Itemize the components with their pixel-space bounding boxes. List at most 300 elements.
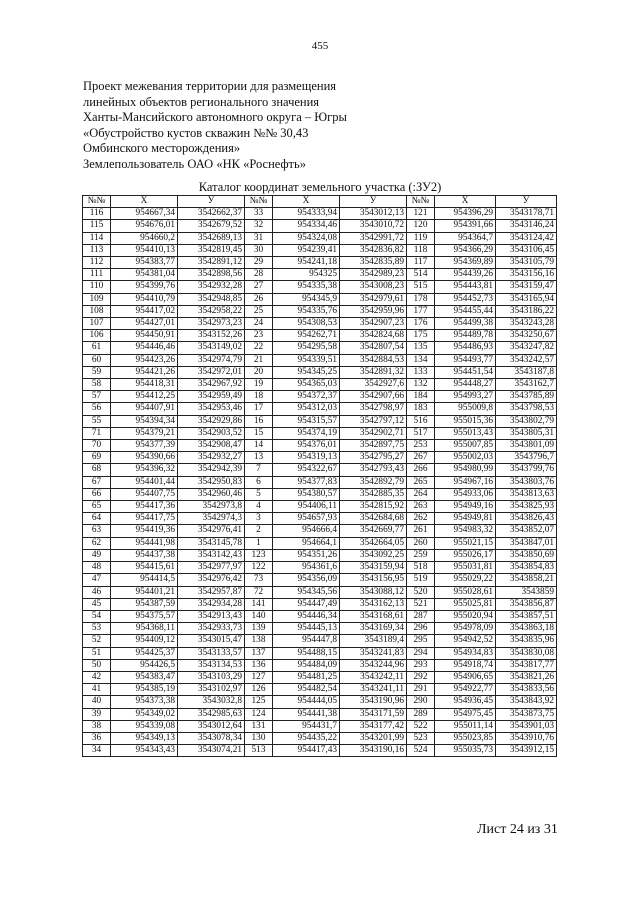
y-coordinate-cell: 3542798,97 (340, 403, 407, 415)
x-coordinate-cell: 954451,54 (435, 366, 496, 378)
y-coordinate-cell: 3543152,26 (178, 330, 245, 342)
column-header-number: №№ (245, 196, 273, 208)
point-number-cell: 263 (407, 501, 435, 513)
x-coordinate-cell: 954409,12 (111, 635, 178, 647)
point-number-cell: 120 (407, 220, 435, 232)
table-title: Каталог координат земельного участка (:ЗУ2) (198, 180, 442, 194)
x-coordinate-cell: 954423,26 (111, 354, 178, 366)
point-number-cell: 32 (245, 220, 273, 232)
y-coordinate-cell: 3542958,22 (178, 305, 245, 317)
y-coordinate-cell: 3543102,97 (178, 684, 245, 696)
y-coordinate-cell: 3543856,87 (496, 598, 557, 610)
point-number-cell: 72 (245, 586, 273, 598)
x-coordinate-cell: 954949,81 (435, 513, 496, 525)
y-coordinate-cell: 3543169,34 (340, 623, 407, 635)
x-coordinate-cell: 954339,08 (111, 720, 178, 732)
x-coordinate-cell: 954455,44 (435, 305, 496, 317)
x-coordinate-cell: 954417,36 (111, 501, 178, 513)
x-coordinate-cell: 954335,38 (273, 281, 340, 293)
point-number-cell: 124 (245, 708, 273, 720)
column-header-x: X (273, 196, 340, 208)
y-coordinate-cell: 3542907,66 (340, 391, 407, 403)
x-coordinate-cell: 954933,06 (435, 488, 496, 500)
y-coordinate-cell: 3542898,56 (178, 269, 245, 281)
y-coordinate-cell: 3542959,49 (178, 391, 245, 403)
point-number-cell: 25 (245, 305, 273, 317)
y-coordinate-cell: 3543133,57 (178, 647, 245, 659)
document-heading (83, 79, 347, 172)
y-coordinate-cell: 3542932,28 (178, 281, 245, 293)
point-number-cell: 48 (83, 562, 111, 574)
table-row (83, 208, 557, 220)
point-number-cell: 31 (245, 232, 273, 244)
point-number-cell: 135 (407, 342, 435, 354)
y-coordinate-cell: 3543826,43 (496, 513, 557, 525)
y-coordinate-cell: 3543798,53 (496, 403, 557, 415)
x-coordinate-cell: 954399,76 (111, 281, 178, 293)
y-coordinate-cell: 3542908,47 (178, 440, 245, 452)
x-coordinate-cell: 955028,61 (435, 586, 496, 598)
point-number-cell: 294 (407, 647, 435, 659)
point-number-cell: 51 (83, 647, 111, 659)
y-coordinate-cell: 3543168,61 (340, 610, 407, 622)
point-number-cell: 178 (407, 293, 435, 305)
y-coordinate-cell: 3542885,35 (340, 488, 407, 500)
y-coordinate-cell: 3543162,13 (340, 598, 407, 610)
point-number-cell: 176 (407, 318, 435, 330)
y-coordinate-cell: 3542974,3 (178, 513, 245, 525)
x-coordinate-cell: 954445,13 (273, 623, 340, 635)
x-coordinate-cell: 954425,37 (111, 647, 178, 659)
table-row (83, 305, 557, 317)
y-coordinate-cell: 3542973,23 (178, 318, 245, 330)
point-number-cell: 524 (407, 745, 435, 757)
table-row (83, 720, 557, 732)
x-coordinate-cell: 955002,03 (435, 452, 496, 464)
point-number-cell: 123 (245, 549, 273, 561)
y-coordinate-cell: 3543078,34 (178, 732, 245, 744)
y-coordinate-cell: 3543092,25 (340, 549, 407, 561)
point-number-cell: 5 (245, 488, 273, 500)
x-coordinate-cell: 954372,37 (273, 391, 340, 403)
point-number-cell: 264 (407, 488, 435, 500)
point-number-cell: 126 (245, 684, 273, 696)
table-row (83, 281, 557, 293)
x-coordinate-cell: 954322,67 (273, 464, 340, 476)
point-number-cell: 13 (245, 452, 273, 464)
x-coordinate-cell: 954417,02 (111, 305, 178, 317)
point-number-cell: 18 (245, 391, 273, 403)
table-row (83, 635, 557, 647)
x-coordinate-cell: 954369,89 (435, 257, 496, 269)
table-row (83, 220, 557, 232)
x-coordinate-cell: 954312,03 (273, 403, 340, 415)
y-coordinate-cell: 3543799,76 (496, 464, 557, 476)
y-coordinate-cell: 3543863,18 (496, 623, 557, 635)
x-coordinate-cell: 955023,85 (435, 732, 496, 744)
y-coordinate-cell: 3542815,92 (340, 501, 407, 513)
y-coordinate-cell: 3542795,27 (340, 452, 407, 464)
point-number-cell: 295 (407, 635, 435, 647)
table-row (83, 537, 557, 549)
x-coordinate-cell: 954315,57 (273, 415, 340, 427)
point-number-cell: 110 (83, 281, 111, 293)
point-number-cell: 138 (245, 635, 273, 647)
x-coordinate-cell: 954376,01 (273, 440, 340, 452)
point-number-cell: 14 (245, 440, 273, 452)
x-coordinate-cell: 954356,09 (273, 574, 340, 586)
y-coordinate-cell: 3543156,95 (340, 574, 407, 586)
x-coordinate-cell: 954349,13 (111, 732, 178, 744)
table-row (83, 452, 557, 464)
y-coordinate-cell: 3543910,76 (496, 732, 557, 744)
x-coordinate-cell: 954335,76 (273, 305, 340, 317)
header-row (83, 196, 557, 208)
x-coordinate-cell: 954262,71 (273, 330, 340, 342)
x-coordinate-cell: 954396,32 (111, 464, 178, 476)
x-coordinate-cell: 954339,51 (273, 354, 340, 366)
x-coordinate-cell: 954486,93 (435, 342, 496, 354)
x-coordinate-cell: 954488,15 (273, 647, 340, 659)
y-coordinate-cell: 3542884,53 (340, 354, 407, 366)
point-number-cell: 61 (83, 342, 111, 354)
x-coordinate-cell: 954407,91 (111, 403, 178, 415)
x-coordinate-cell: 954967,16 (435, 476, 496, 488)
column-header-y: У (178, 196, 245, 208)
point-number-cell: 69 (83, 452, 111, 464)
x-coordinate-cell: 954657,93 (273, 513, 340, 525)
point-number-cell: 516 (407, 415, 435, 427)
point-number-cell: 45 (83, 598, 111, 610)
heading-line: Проект межевания территории для размещения (83, 79, 337, 93)
point-number-cell: 20 (245, 366, 273, 378)
point-number-cell: 50 (83, 659, 111, 671)
x-coordinate-cell: 954676,01 (111, 220, 178, 232)
point-number-cell: 119 (407, 232, 435, 244)
point-number-cell: 130 (245, 732, 273, 744)
table-row (83, 671, 557, 683)
point-number-cell: 265 (407, 476, 435, 488)
y-coordinate-cell: 3543015,47 (178, 635, 245, 647)
y-coordinate-cell: 3542892,79 (340, 476, 407, 488)
y-coordinate-cell: 3542835,89 (340, 257, 407, 269)
y-coordinate-cell: 3543873,75 (496, 708, 557, 720)
y-coordinate-cell: 3543189,4 (340, 635, 407, 647)
point-number-cell: 30 (245, 244, 273, 256)
x-coordinate-cell: 954407,75 (111, 488, 178, 500)
y-coordinate-cell: 3542797,12 (340, 415, 407, 427)
y-coordinate-cell: 3543243,28 (496, 318, 557, 330)
page-number: 455 (311, 40, 329, 52)
point-number-cell: 111 (83, 269, 111, 281)
x-coordinate-cell: 954345,56 (273, 586, 340, 598)
point-number-cell: 290 (407, 696, 435, 708)
x-coordinate-cell: 954983,32 (435, 525, 496, 537)
x-coordinate-cell: 954364,7 (435, 232, 496, 244)
x-coordinate-cell: 954345,9 (273, 293, 340, 305)
point-number-cell: 116 (83, 208, 111, 220)
table-row (83, 586, 557, 598)
point-number-cell: 27 (245, 281, 273, 293)
x-coordinate-cell: 954241,18 (273, 257, 340, 269)
y-coordinate-cell: 3542953,46 (178, 403, 245, 415)
point-number-cell: 115 (83, 220, 111, 232)
x-coordinate-cell: 954349,02 (111, 708, 178, 720)
x-coordinate-cell: 954396,29 (435, 208, 496, 220)
x-coordinate-cell: 954379,21 (111, 427, 178, 439)
x-coordinate-cell: 954980,99 (435, 464, 496, 476)
x-coordinate-cell: 954664,1 (273, 537, 340, 549)
point-number-cell: 260 (407, 537, 435, 549)
x-coordinate-cell: 954922,77 (435, 684, 496, 696)
point-number-cell: 132 (407, 379, 435, 391)
point-number-cell: 518 (407, 562, 435, 574)
y-coordinate-cell: 3543244,96 (340, 659, 407, 671)
x-coordinate-cell: 954375,57 (111, 610, 178, 622)
y-coordinate-cell: 3542933,73 (178, 623, 245, 635)
table-row (83, 488, 557, 500)
x-coordinate-cell: 954385,19 (111, 684, 178, 696)
point-number-cell: 24 (245, 318, 273, 330)
table-row (83, 415, 557, 427)
point-number-cell: 141 (245, 598, 273, 610)
point-number-cell: 17 (245, 403, 273, 415)
x-coordinate-cell: 954441,98 (111, 537, 178, 549)
x-coordinate-cell: 954489,78 (435, 330, 496, 342)
x-coordinate-cell: 955029,22 (435, 574, 496, 586)
x-coordinate-cell: 954365,03 (273, 379, 340, 391)
point-number-cell: 57 (83, 391, 111, 403)
table-body (83, 208, 557, 757)
y-coordinate-cell: 3543843,92 (496, 696, 557, 708)
y-coordinate-cell: 3542972,01 (178, 366, 245, 378)
x-coordinate-cell: 954418,31 (111, 379, 178, 391)
x-coordinate-cell: 954444,05 (273, 696, 340, 708)
y-coordinate-cell: 3543847,01 (496, 537, 557, 549)
point-number-cell: 68 (83, 464, 111, 476)
table-row (83, 513, 557, 525)
point-number-cell: 184 (407, 391, 435, 403)
point-number-cell: 70 (83, 440, 111, 452)
point-number-cell: 523 (407, 732, 435, 744)
x-coordinate-cell: 954936,45 (435, 696, 496, 708)
point-number-cell: 42 (83, 671, 111, 683)
heading-line: линейных объектов регионального значения (83, 94, 320, 109)
y-coordinate-cell: 3542934,28 (178, 598, 245, 610)
point-number-cell: 6 (245, 476, 273, 488)
point-number-cell: 139 (245, 623, 273, 635)
point-number-cell: 114 (83, 232, 111, 244)
x-coordinate-cell: 954993,27 (435, 391, 496, 403)
y-coordinate-cell: 3543142,43 (178, 549, 245, 561)
y-coordinate-cell: 3542974,79 (178, 354, 245, 366)
table-row (83, 501, 557, 513)
point-number-cell: 259 (407, 549, 435, 561)
point-number-cell: 296 (407, 623, 435, 635)
x-coordinate-cell: 954345,25 (273, 366, 340, 378)
point-number-cell: 262 (407, 513, 435, 525)
x-coordinate-cell: 954381,04 (111, 269, 178, 281)
x-coordinate-cell: 954667,34 (111, 208, 178, 220)
x-coordinate-cell: 954493,77 (435, 354, 496, 366)
table-row (83, 379, 557, 391)
y-coordinate-cell: 3542976,41 (178, 525, 245, 537)
y-coordinate-cell: 3543145,78 (178, 537, 245, 549)
x-coordinate-cell: 954374,19 (273, 427, 340, 439)
point-number-cell: 41 (83, 684, 111, 696)
y-coordinate-cell: 3542979,61 (340, 293, 407, 305)
point-number-cell: 175 (407, 330, 435, 342)
y-coordinate-cell: 3543012,64 (178, 720, 245, 732)
y-coordinate-cell: 3543156,16 (496, 269, 557, 281)
y-coordinate-cell: 3543821,26 (496, 671, 557, 683)
x-coordinate-cell: 954412,25 (111, 391, 178, 403)
x-coordinate-cell: 955007,85 (435, 440, 496, 452)
x-coordinate-cell: 954377,39 (111, 440, 178, 452)
point-number-cell: 267 (407, 452, 435, 464)
point-number-cell: 19 (245, 379, 273, 391)
point-number-cell: 65 (83, 501, 111, 513)
x-coordinate-cell: 954447,49 (273, 598, 340, 610)
point-number-cell: 55 (83, 415, 111, 427)
y-coordinate-cell: 3543802,79 (496, 415, 557, 427)
x-coordinate-cell: 954401,21 (111, 586, 178, 598)
x-coordinate-cell: 954435,22 (273, 732, 340, 744)
y-coordinate-cell: 3543088,12 (340, 586, 407, 598)
point-number-cell: 177 (407, 305, 435, 317)
table-row (83, 330, 557, 342)
x-coordinate-cell: 954383,77 (111, 257, 178, 269)
point-number-cell: 26 (245, 293, 273, 305)
point-number-cell: 67 (83, 476, 111, 488)
y-coordinate-cell: 3542991,72 (340, 232, 407, 244)
x-coordinate-cell: 954391,66 (435, 220, 496, 232)
point-number-cell: 513 (245, 745, 273, 757)
y-coordinate-cell: 3543165,94 (496, 293, 557, 305)
y-coordinate-cell: 3543813,63 (496, 488, 557, 500)
y-coordinate-cell: 3543103,29 (178, 671, 245, 683)
x-coordinate-cell: 955035,73 (435, 745, 496, 757)
point-number-cell: 118 (407, 244, 435, 256)
y-coordinate-cell: 3543830,08 (496, 647, 557, 659)
table-row (83, 708, 557, 720)
point-number-cell: 7 (245, 464, 273, 476)
point-number-cell: 292 (407, 671, 435, 683)
x-coordinate-cell: 954419,36 (111, 525, 178, 537)
y-coordinate-cell: 3542950,83 (178, 476, 245, 488)
x-coordinate-cell: 954387,59 (111, 598, 178, 610)
x-coordinate-cell: 955031,81 (435, 562, 496, 574)
y-coordinate-cell: 3543190,96 (340, 696, 407, 708)
point-number-cell: 21 (245, 354, 273, 366)
x-coordinate-cell: 954431,7 (273, 720, 340, 732)
x-coordinate-cell: 954978,09 (435, 623, 496, 635)
y-coordinate-cell: 3543796,7 (496, 452, 557, 464)
y-coordinate-cell: 3543190,16 (340, 745, 407, 757)
point-number-cell: 112 (83, 257, 111, 269)
y-coordinate-cell: 3543857,51 (496, 610, 557, 622)
x-coordinate-cell: 954415,61 (111, 562, 178, 574)
y-coordinate-cell: 3543247,82 (496, 342, 557, 354)
x-coordinate-cell: 954324,08 (273, 232, 340, 244)
x-coordinate-cell: 954334,46 (273, 220, 340, 232)
y-coordinate-cell: 3543850,69 (496, 549, 557, 561)
point-number-cell: 40 (83, 696, 111, 708)
x-coordinate-cell: 954410,13 (111, 244, 178, 256)
heading-line: Омбинского месторождения» (83, 141, 241, 155)
table-row (83, 610, 557, 622)
x-coordinate-cell: 954373,38 (111, 696, 178, 708)
x-coordinate-cell: 954319,13 (273, 452, 340, 464)
table-row (83, 403, 557, 415)
y-coordinate-cell: 3542973,8 (178, 501, 245, 513)
y-coordinate-cell: 3543801,09 (496, 440, 557, 452)
x-coordinate-cell: 954447,8 (273, 635, 340, 647)
point-number-cell: 73 (245, 574, 273, 586)
point-number-cell: 63 (83, 525, 111, 537)
point-number-cell: 519 (407, 574, 435, 586)
x-coordinate-cell: 954452,73 (435, 293, 496, 305)
x-coordinate-cell: 954426,5 (111, 659, 178, 671)
x-coordinate-cell: 954361,6 (273, 562, 340, 574)
x-coordinate-cell: 954394,34 (111, 415, 178, 427)
table-row (83, 659, 557, 671)
point-number-cell: 133 (407, 366, 435, 378)
y-coordinate-cell: 3543146,24 (496, 220, 557, 232)
point-number-cell: 293 (407, 659, 435, 671)
point-number-cell: 23 (245, 330, 273, 342)
point-number-cell: 39 (83, 708, 111, 720)
table-row (83, 732, 557, 744)
point-number-cell: 289 (407, 708, 435, 720)
point-number-cell: 131 (245, 720, 273, 732)
x-coordinate-cell: 955020,94 (435, 610, 496, 622)
table-row (83, 464, 557, 476)
x-coordinate-cell: 954481,25 (273, 671, 340, 683)
x-coordinate-cell: 954295,58 (273, 342, 340, 354)
point-number-cell: 291 (407, 684, 435, 696)
y-coordinate-cell: 3543106,45 (496, 244, 557, 256)
x-coordinate-cell: 954446,34 (273, 610, 340, 622)
y-coordinate-cell: 3542824,68 (340, 330, 407, 342)
sheet-footer: Лист 24 из 31 (477, 822, 558, 837)
x-coordinate-cell: 954377,83 (273, 476, 340, 488)
y-coordinate-cell: 3543201,99 (340, 732, 407, 744)
y-coordinate-cell: 3542932,27 (178, 452, 245, 464)
x-coordinate-cell: 954448,27 (435, 379, 496, 391)
x-coordinate-cell: 955015,36 (435, 415, 496, 427)
point-number-cell: 29 (245, 257, 273, 269)
x-coordinate-cell: 954906,65 (435, 671, 496, 683)
table-row (83, 244, 557, 256)
x-coordinate-cell: 954660,2 (111, 232, 178, 244)
y-coordinate-cell: 3543912,15 (496, 745, 557, 757)
point-number-cell: 33 (245, 208, 273, 220)
point-number-cell: 53 (83, 623, 111, 635)
x-coordinate-cell: 955026,17 (435, 549, 496, 561)
y-coordinate-cell: 3543134,53 (178, 659, 245, 671)
point-number-cell: 46 (83, 586, 111, 598)
x-coordinate-cell: 955011,14 (435, 720, 496, 732)
point-number-cell: 106 (83, 330, 111, 342)
point-number-cell: 515 (407, 281, 435, 293)
x-coordinate-cell: 954482,54 (273, 684, 340, 696)
point-number-cell: 517 (407, 427, 435, 439)
x-coordinate-cell: 954499,38 (435, 318, 496, 330)
x-coordinate-cell: 954443,81 (435, 281, 496, 293)
y-coordinate-cell: 3542897,75 (340, 440, 407, 452)
x-coordinate-cell: 954414,5 (111, 574, 178, 586)
